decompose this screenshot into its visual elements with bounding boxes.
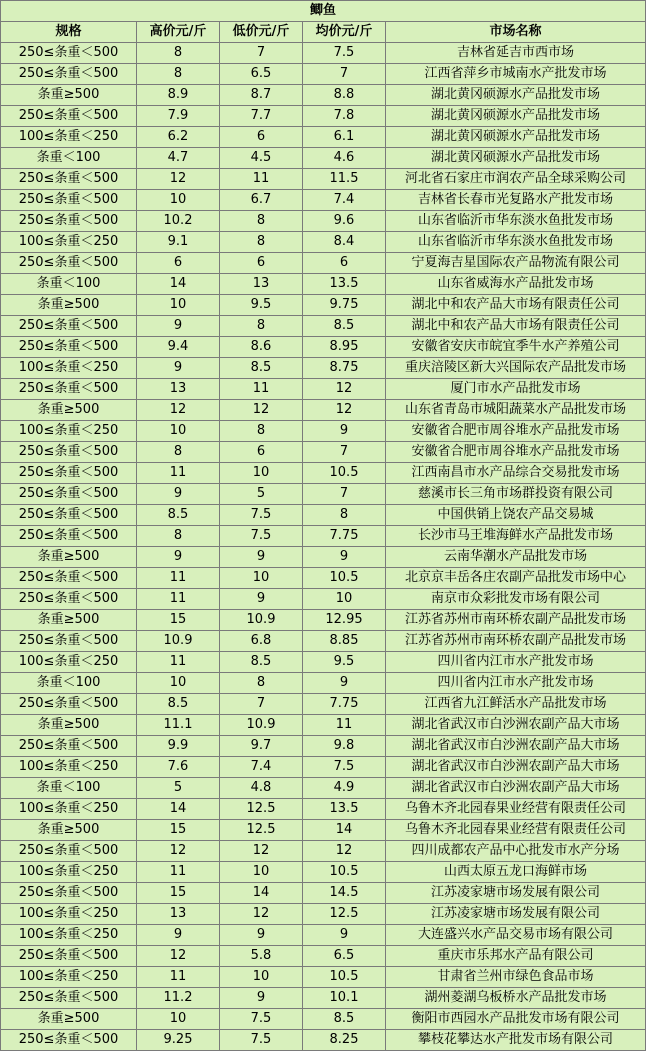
cell-market-name: 乌鲁木齐北园春果业经营有限责任公司	[386, 820, 646, 841]
cell-avg-price: 8.75	[303, 358, 386, 379]
cell-avg-price: 8.4	[303, 232, 386, 253]
table-row	[1, 526, 646, 547]
cell-high-price: 11	[137, 652, 220, 673]
cell-avg-price: 11.5	[303, 169, 386, 190]
cell-avg-price: 12	[303, 379, 386, 400]
table-row	[1, 694, 646, 715]
cell-avg-price: 4.6	[303, 148, 386, 169]
cell-spec: 100≤条重＜250	[1, 925, 137, 946]
cell-avg-price: 7.4	[303, 190, 386, 211]
cell-spec: 250≤条重＜500	[1, 253, 137, 274]
cell-avg-price: 11	[303, 715, 386, 736]
cell-low-price: 7.5	[220, 1009, 303, 1030]
cell-market-name: 湖北黄冈硕源水产品批发市场	[386, 127, 646, 148]
cell-spec: 100≤条重＜250	[1, 358, 137, 379]
cell-avg-price: 9	[303, 547, 386, 568]
cell-high-price: 9	[137, 484, 220, 505]
cell-high-price: 15	[137, 820, 220, 841]
table-row	[1, 673, 646, 694]
cell-spec: 250≤条重＜500	[1, 568, 137, 589]
table-row	[1, 148, 646, 169]
cell-market-name: 湖北黄冈硕源水产品批发市场	[386, 148, 646, 169]
header-spec: 规格	[1, 22, 137, 43]
cell-avg-price: 7.75	[303, 694, 386, 715]
cell-low-price: 12.5	[220, 820, 303, 841]
cell-avg-price: 8.85	[303, 631, 386, 652]
cell-high-price: 10	[137, 1009, 220, 1030]
cell-spec: 250≤条重＜500	[1, 463, 137, 484]
cell-low-price: 8.5	[220, 652, 303, 673]
table-row	[1, 736, 646, 757]
cell-spec: 250≤条重＜500	[1, 589, 137, 610]
cell-high-price: 11	[137, 589, 220, 610]
cell-low-price: 8	[220, 211, 303, 232]
header-row	[1, 22, 646, 43]
cell-market-name: 甘肃省兰州市绿色食品市场	[386, 967, 646, 988]
cell-high-price: 11.1	[137, 715, 220, 736]
cell-market-name: 安徽省合肥市周谷堆水产品批发市场	[386, 421, 646, 442]
cell-high-price: 8	[137, 442, 220, 463]
cell-low-price: 6	[220, 127, 303, 148]
cell-spec: 250≤条重＜500	[1, 106, 137, 127]
cell-low-price: 9.5	[220, 295, 303, 316]
cell-low-price: 8	[220, 421, 303, 442]
cell-high-price: 9.9	[137, 736, 220, 757]
cell-low-price: 8.6	[220, 337, 303, 358]
cell-high-price: 8.5	[137, 505, 220, 526]
cell-market-name: 南京市众彩批发市场有限公司	[386, 589, 646, 610]
cell-spec: 250≤条重＜500	[1, 211, 137, 232]
cell-market-name: 江西南昌市水产品综合交易批发市场	[386, 463, 646, 484]
cell-high-price: 7.9	[137, 106, 220, 127]
table-row	[1, 904, 646, 925]
cell-spec: 250≤条重＜500	[1, 694, 137, 715]
cell-market-name: 河北省石家庄市润农产品全球采购公司	[386, 169, 646, 190]
cell-avg-price: 13.5	[303, 799, 386, 820]
cell-low-price: 10	[220, 463, 303, 484]
table-row	[1, 421, 646, 442]
table-row	[1, 631, 646, 652]
cell-low-price: 12	[220, 400, 303, 421]
cell-avg-price: 4.9	[303, 778, 386, 799]
table-row	[1, 274, 646, 295]
cell-high-price: 15	[137, 883, 220, 904]
cell-high-price: 12	[137, 946, 220, 967]
cell-high-price: 10	[137, 190, 220, 211]
cell-market-name: 湖北省武汉市白沙洲农副产品大市场	[386, 736, 646, 757]
cell-spec: 250≤条重＜500	[1, 841, 137, 862]
cell-high-price: 12	[137, 841, 220, 862]
cell-low-price: 11	[220, 169, 303, 190]
cell-avg-price: 9	[303, 925, 386, 946]
cell-low-price: 9	[220, 547, 303, 568]
cell-high-price: 7.6	[137, 757, 220, 778]
cell-low-price: 8	[220, 316, 303, 337]
cell-avg-price: 14	[303, 820, 386, 841]
cell-market-name: 江苏凌家塘市场发展有限公司	[386, 883, 646, 904]
table-row	[1, 169, 646, 190]
cell-avg-price: 12	[303, 841, 386, 862]
table-row	[1, 589, 646, 610]
cell-market-name: 慈溪市长三角市场群投资有限公司	[386, 484, 646, 505]
cell-avg-price: 7	[303, 64, 386, 85]
table-row	[1, 778, 646, 799]
header-low-price: 低价元/斤	[220, 22, 303, 43]
cell-avg-price: 10.5	[303, 862, 386, 883]
cell-spec: 250≤条重＜500	[1, 169, 137, 190]
cell-market-name: 湖州菱湖乌板桥水产品批发市场	[386, 988, 646, 1009]
cell-spec: 条重＜100	[1, 274, 137, 295]
cell-spec: 250≤条重＜500	[1, 736, 137, 757]
table-row	[1, 253, 646, 274]
cell-market-name: 江西省萍乡市城南水产批发市场	[386, 64, 646, 85]
header-high-price: 高价元/斤	[137, 22, 220, 43]
cell-spec: 250≤条重＜500	[1, 631, 137, 652]
title-row	[1, 1, 646, 22]
cell-spec: 250≤条重＜500	[1, 988, 137, 1009]
cell-high-price: 9	[137, 925, 220, 946]
cell-high-price: 9.4	[137, 337, 220, 358]
cell-high-price: 9	[137, 316, 220, 337]
cell-avg-price: 7.5	[303, 757, 386, 778]
cell-market-name: 山东省威海水产品批发市场	[386, 274, 646, 295]
cell-low-price: 14	[220, 883, 303, 904]
cell-market-name: 安徽省安庆市皖宜季牛水产养殖公司	[386, 337, 646, 358]
cell-high-price: 9.1	[137, 232, 220, 253]
cell-high-price: 12	[137, 169, 220, 190]
cell-spec: 条重＜100	[1, 778, 137, 799]
table-row	[1, 316, 646, 337]
table-row	[1, 799, 646, 820]
cell-spec: 250≤条重＜500	[1, 64, 137, 85]
table-row	[1, 43, 646, 64]
cell-low-price: 13	[220, 274, 303, 295]
cell-low-price: 4.5	[220, 148, 303, 169]
cell-high-price: 14	[137, 799, 220, 820]
table-row	[1, 925, 646, 946]
cell-high-price: 9	[137, 358, 220, 379]
table-row	[1, 547, 646, 568]
cell-market-name: 湖北省武汉市白沙洲农副产品大市场	[386, 715, 646, 736]
cell-low-price: 12	[220, 904, 303, 925]
cell-market-name: 江苏省苏州市南环桥农副产品批发市场	[386, 610, 646, 631]
cell-market-name: 山东省青岛市城阳蔬菜水产品批发市场	[386, 400, 646, 421]
cell-spec: 250≤条重＜500	[1, 526, 137, 547]
cell-low-price: 10	[220, 862, 303, 883]
table-row	[1, 715, 646, 736]
cell-avg-price: 7.8	[303, 106, 386, 127]
cell-avg-price: 10.5	[303, 463, 386, 484]
cell-avg-price: 10.5	[303, 967, 386, 988]
cell-low-price: 6	[220, 442, 303, 463]
cell-spec: 250≤条重＜500	[1, 316, 137, 337]
cell-spec: 条重≥500	[1, 1009, 137, 1030]
cell-spec: 250≤条重＜500	[1, 337, 137, 358]
cell-spec: 100≤条重＜250	[1, 904, 137, 925]
cell-high-price: 10.2	[137, 211, 220, 232]
cell-spec: 条重≥500	[1, 85, 137, 106]
cell-low-price: 10	[220, 568, 303, 589]
cell-market-name: 北京京丰岳各庄农副产品批发市场中心	[386, 568, 646, 589]
table-row	[1, 190, 646, 211]
cell-market-name: 吉林省长春市光复路水产批发市场	[386, 190, 646, 211]
cell-spec: 250≤条重＜500	[1, 43, 137, 64]
cell-low-price: 7.5	[220, 526, 303, 547]
cell-market-name: 四川省内江市水产批发市场	[386, 652, 646, 673]
cell-high-price: 4.7	[137, 148, 220, 169]
cell-spec: 100≤条重＜250	[1, 127, 137, 148]
cell-market-name: 攀枝花攀达水产批发市场有限公司	[386, 1030, 646, 1051]
table-row	[1, 862, 646, 883]
cell-spec: 100≤条重＜250	[1, 421, 137, 442]
cell-low-price: 8	[220, 673, 303, 694]
cell-low-price: 8	[220, 232, 303, 253]
cell-market-name: 湖北省武汉市白沙洲农副产品大市场	[386, 778, 646, 799]
cell-avg-price: 12	[303, 400, 386, 421]
cell-low-price: 6	[220, 253, 303, 274]
cell-low-price: 7	[220, 43, 303, 64]
cell-market-name: 湖北黄冈硕源水产品批发市场	[386, 85, 646, 106]
cell-market-name: 重庆涪陵区新大兴国际农产品批发市场	[386, 358, 646, 379]
cell-spec: 250≤条重＜500	[1, 883, 137, 904]
cell-avg-price: 8	[303, 505, 386, 526]
cell-spec: 250≤条重＜500	[1, 484, 137, 505]
cell-spec: 条重＜100	[1, 673, 137, 694]
cell-high-price: 11	[137, 568, 220, 589]
cell-high-price: 13	[137, 379, 220, 400]
cell-high-price: 5	[137, 778, 220, 799]
table-row	[1, 358, 646, 379]
cell-high-price: 11	[137, 463, 220, 484]
table-row	[1, 841, 646, 862]
table-row	[1, 400, 646, 421]
cell-spec: 条重≥500	[1, 400, 137, 421]
cell-avg-price: 10.5	[303, 568, 386, 589]
cell-low-price: 6.8	[220, 631, 303, 652]
cell-avg-price: 9.8	[303, 736, 386, 757]
table-row	[1, 505, 646, 526]
table-title: 鲫鱼	[1, 1, 646, 22]
cell-high-price: 8	[137, 526, 220, 547]
cell-spec: 条重≥500	[1, 715, 137, 736]
cell-avg-price: 10.1	[303, 988, 386, 1009]
table-row	[1, 967, 646, 988]
cell-market-name: 云南华潮水产品批发市场	[386, 547, 646, 568]
cell-avg-price: 9	[303, 421, 386, 442]
cell-market-name: 乌鲁木齐北园春果业经营有限责任公司	[386, 799, 646, 820]
cell-avg-price: 8.5	[303, 316, 386, 337]
cell-low-price: 10.9	[220, 610, 303, 631]
cell-spec: 250≤条重＜500	[1, 946, 137, 967]
cell-market-name: 重庆市乐邦水产品有限公司	[386, 946, 646, 967]
cell-avg-price: 7.75	[303, 526, 386, 547]
cell-spec: 250≤条重＜500	[1, 442, 137, 463]
cell-spec: 条重≥500	[1, 820, 137, 841]
cell-high-price: 8	[137, 43, 220, 64]
cell-low-price: 9	[220, 988, 303, 1009]
table-row	[1, 232, 646, 253]
cell-avg-price: 13.5	[303, 274, 386, 295]
cell-high-price: 10	[137, 673, 220, 694]
cell-market-name: 山东省临沂市华东淡水鱼批发市场	[386, 211, 646, 232]
cell-high-price: 11.2	[137, 988, 220, 1009]
cell-market-name: 湖北中和农产品大市场有限责任公司	[386, 295, 646, 316]
cell-low-price: 4.8	[220, 778, 303, 799]
table-body	[1, 1, 646, 1051]
cell-market-name: 江苏凌家塘市场发展有限公司	[386, 904, 646, 925]
cell-avg-price: 9.75	[303, 295, 386, 316]
cell-spec: 250≤条重＜500	[1, 379, 137, 400]
table-row	[1, 442, 646, 463]
cell-high-price: 6	[137, 253, 220, 274]
cell-market-name: 吉林省延吉市西市场	[386, 43, 646, 64]
cell-avg-price: 7.5	[303, 43, 386, 64]
cell-market-name: 江苏省苏州市南环桥农副产品批发市场	[386, 631, 646, 652]
table-row	[1, 484, 646, 505]
cell-market-name: 山东省临沂市华东淡水鱼批发市场	[386, 232, 646, 253]
cell-market-name: 湖北黄冈硕源水产品批发市场	[386, 106, 646, 127]
cell-spec: 条重≥500	[1, 610, 137, 631]
cell-spec: 250≤条重＜500	[1, 505, 137, 526]
cell-spec: 250≤条重＜500	[1, 1030, 137, 1051]
cell-spec: 100≤条重＜250	[1, 862, 137, 883]
cell-spec: 条重＜100	[1, 148, 137, 169]
cell-avg-price: 7	[303, 442, 386, 463]
cell-avg-price: 6.1	[303, 127, 386, 148]
cell-low-price: 11	[220, 379, 303, 400]
table-row	[1, 568, 646, 589]
cell-high-price: 11	[137, 967, 220, 988]
table-row	[1, 988, 646, 1009]
cell-high-price: 14	[137, 274, 220, 295]
cell-low-price: 6.5	[220, 64, 303, 85]
cell-low-price: 5.8	[220, 946, 303, 967]
cell-spec: 100≤条重＜250	[1, 757, 137, 778]
table-row	[1, 652, 646, 673]
cell-market-name: 宁夏海吉星国际农产品物流有限公司	[386, 253, 646, 274]
table-row	[1, 610, 646, 631]
cell-high-price: 10	[137, 421, 220, 442]
cell-high-price: 10	[137, 295, 220, 316]
header-market-name: 市场名称	[386, 22, 646, 43]
cell-low-price: 12	[220, 841, 303, 862]
cell-spec: 250≤条重＜500	[1, 190, 137, 211]
cell-avg-price: 8.5	[303, 1009, 386, 1030]
table-row	[1, 295, 646, 316]
cell-market-name: 中国供销上饶农产品交易城	[386, 505, 646, 526]
cell-avg-price: 9	[303, 673, 386, 694]
cell-high-price: 12	[137, 400, 220, 421]
cell-avg-price: 8.8	[303, 85, 386, 106]
cell-low-price: 10	[220, 967, 303, 988]
cell-low-price: 7.5	[220, 1030, 303, 1051]
cell-avg-price: 6	[303, 253, 386, 274]
cell-low-price: 5	[220, 484, 303, 505]
cell-low-price: 10.9	[220, 715, 303, 736]
cell-low-price: 9	[220, 925, 303, 946]
cell-avg-price: 7	[303, 484, 386, 505]
cell-low-price: 7.5	[220, 505, 303, 526]
cell-market-name: 大连盛兴水产品交易市场有限公司	[386, 925, 646, 946]
cell-market-name: 衡阳市西园水产品批发市场有限公司	[386, 1009, 646, 1030]
cell-market-name: 湖北中和农产品大市场有限责任公司	[386, 316, 646, 337]
table-row	[1, 211, 646, 232]
table-row	[1, 463, 646, 484]
cell-high-price: 15	[137, 610, 220, 631]
cell-avg-price: 14.5	[303, 883, 386, 904]
cell-avg-price: 9.5	[303, 652, 386, 673]
cell-high-price: 13	[137, 904, 220, 925]
table-row	[1, 757, 646, 778]
cell-avg-price: 10	[303, 589, 386, 610]
cell-spec: 100≤条重＜250	[1, 652, 137, 673]
cell-avg-price: 8.25	[303, 1030, 386, 1051]
cell-spec: 条重≥500	[1, 547, 137, 568]
cell-low-price: 7	[220, 694, 303, 715]
table-row	[1, 1030, 646, 1051]
cell-high-price: 8.5	[137, 694, 220, 715]
cell-spec: 100≤条重＜250	[1, 799, 137, 820]
cell-low-price: 6.7	[220, 190, 303, 211]
cell-high-price: 6.2	[137, 127, 220, 148]
table-row	[1, 64, 646, 85]
cell-high-price: 11	[137, 862, 220, 883]
cell-low-price: 8.5	[220, 358, 303, 379]
cell-avg-price: 12.95	[303, 610, 386, 631]
cell-low-price: 9.7	[220, 736, 303, 757]
cell-market-name: 安徽省合肥市周谷堆水产品批发市场	[386, 442, 646, 463]
cell-avg-price: 12.5	[303, 904, 386, 925]
cell-avg-price: 9.6	[303, 211, 386, 232]
cell-spec: 100≤条重＜250	[1, 967, 137, 988]
cell-spec: 条重≥500	[1, 295, 137, 316]
cell-spec: 100≤条重＜250	[1, 232, 137, 253]
cell-market-name: 厦门市水产品批发市场	[386, 379, 646, 400]
cell-avg-price: 6.5	[303, 946, 386, 967]
cell-low-price: 7.7	[220, 106, 303, 127]
cell-low-price: 7.4	[220, 757, 303, 778]
cell-market-name: 长沙市马王堆海鲜水产品批发市场	[386, 526, 646, 547]
table-row	[1, 85, 646, 106]
header-avg-price: 均价元/斤	[303, 22, 386, 43]
cell-market-name: 湖北省武汉市白沙洲农副产品大市场	[386, 757, 646, 778]
cell-avg-price: 8.95	[303, 337, 386, 358]
table-row	[1, 820, 646, 841]
table-row	[1, 1009, 646, 1030]
table-row	[1, 946, 646, 967]
table-row	[1, 106, 646, 127]
cell-market-name: 四川成都农产品中心批发市水产分场	[386, 841, 646, 862]
table-row	[1, 127, 646, 148]
cell-high-price: 9	[137, 547, 220, 568]
cell-low-price: 12.5	[220, 799, 303, 820]
cell-high-price: 8	[137, 64, 220, 85]
cell-high-price: 9.25	[137, 1030, 220, 1051]
cell-market-name: 江西省九江鲜活水产品批发市场	[386, 694, 646, 715]
cell-high-price: 8.9	[137, 85, 220, 106]
cell-low-price: 8.7	[220, 85, 303, 106]
cell-market-name: 四川省内江市水产批发市场	[386, 673, 646, 694]
cell-high-price: 10.9	[137, 631, 220, 652]
cell-market-name: 山西太原五龙口海鲜市场	[386, 862, 646, 883]
table-row	[1, 337, 646, 358]
cell-low-price: 9	[220, 589, 303, 610]
table-row	[1, 883, 646, 904]
table-row	[1, 379, 646, 400]
